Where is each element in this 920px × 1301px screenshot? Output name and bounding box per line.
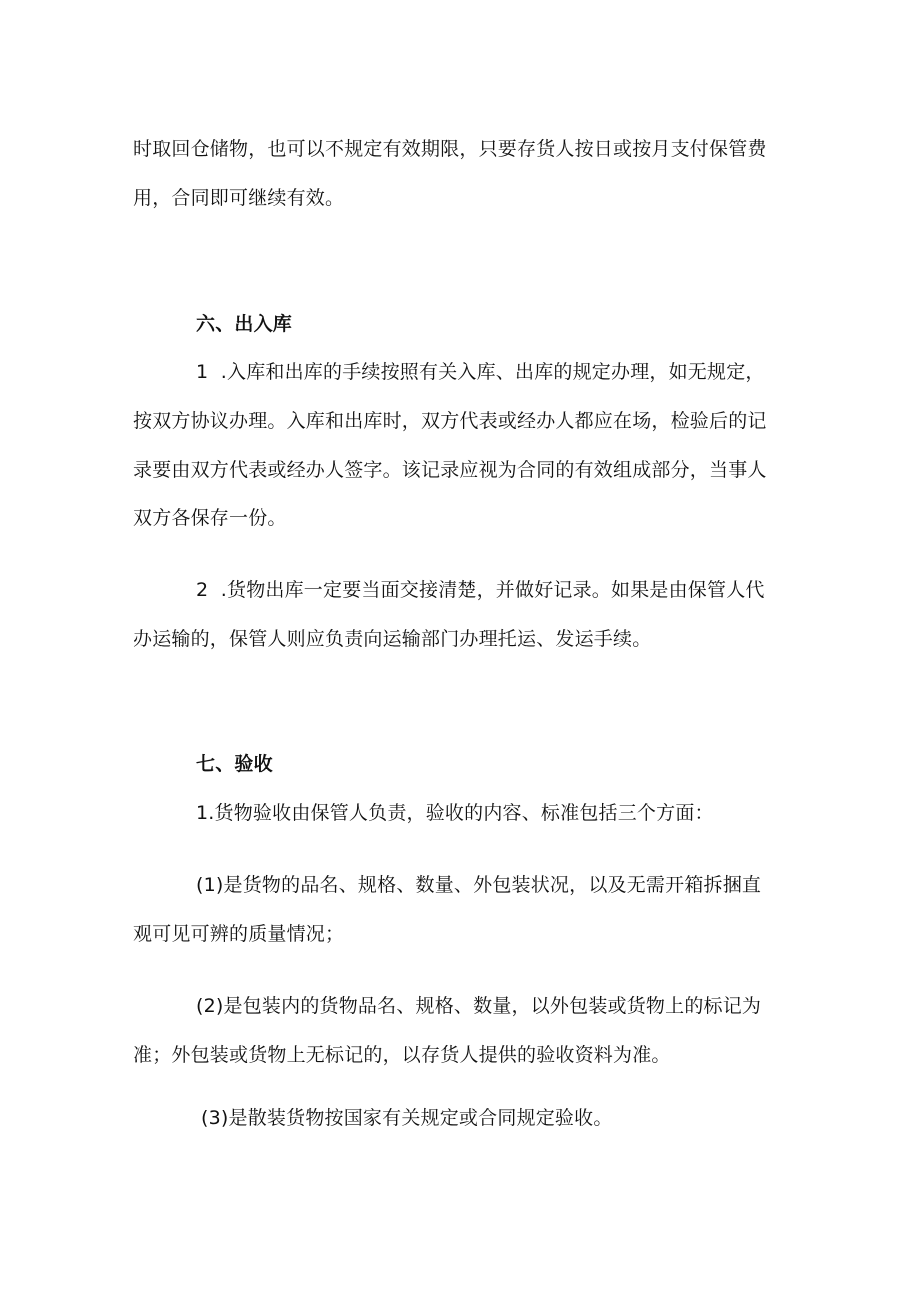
paragraph-line: 1.货物验收由保管人负责，验收的内容、标准包括三个方面：	[196, 802, 714, 824]
paragraph-line: 录要由双方代表或经办人签字。该记录应视为合同的有效组成部分，当事人	[133, 459, 767, 481]
paragraph-line: 准；外包装或货物上无标记的，以存货人提供的验收资料为准。	[133, 1044, 671, 1066]
paragraph-line: 按双方协议办理。入库和出库时，双方代表或经办人都应在场，检验后的记	[133, 410, 767, 432]
paragraph-line: 双方各保存一份。	[133, 507, 287, 529]
paragraph-line: 2 .货物出库一定要当面交接清楚，并做好记录。如果是由保管人代	[196, 579, 765, 601]
paragraph-line: 1 .入库和出库的手续按照有关入库、出库的规定办理，如无规定，	[196, 361, 765, 383]
section-heading: 六、出入库	[196, 313, 293, 335]
section-heading: 七、验收	[196, 753, 273, 775]
paragraph-line: 用，合同即可继续有效。	[133, 187, 345, 209]
paragraph-line: (3)是散装货物按国家有关规定或合同规定验收。	[201, 1107, 613, 1129]
paragraph-line: 办运输的，保管人则应负责向运输部门办理托运、发运手续。	[133, 628, 652, 650]
paragraph-line: 观可见可辨的质量情况；	[133, 923, 345, 945]
paragraph-line: (2)是包装内的货物品名、规格、数量，以外包装或货物上的标记为	[196, 995, 762, 1017]
paragraph-line: (1)是货物的品名、规格、数量、外包装状况，以及无需开箱拆捆直	[196, 874, 762, 896]
paragraph-line: 时取回仓储物，也可以不规定有效期限，只要存货人按日或按月支付保管费	[133, 138, 767, 160]
